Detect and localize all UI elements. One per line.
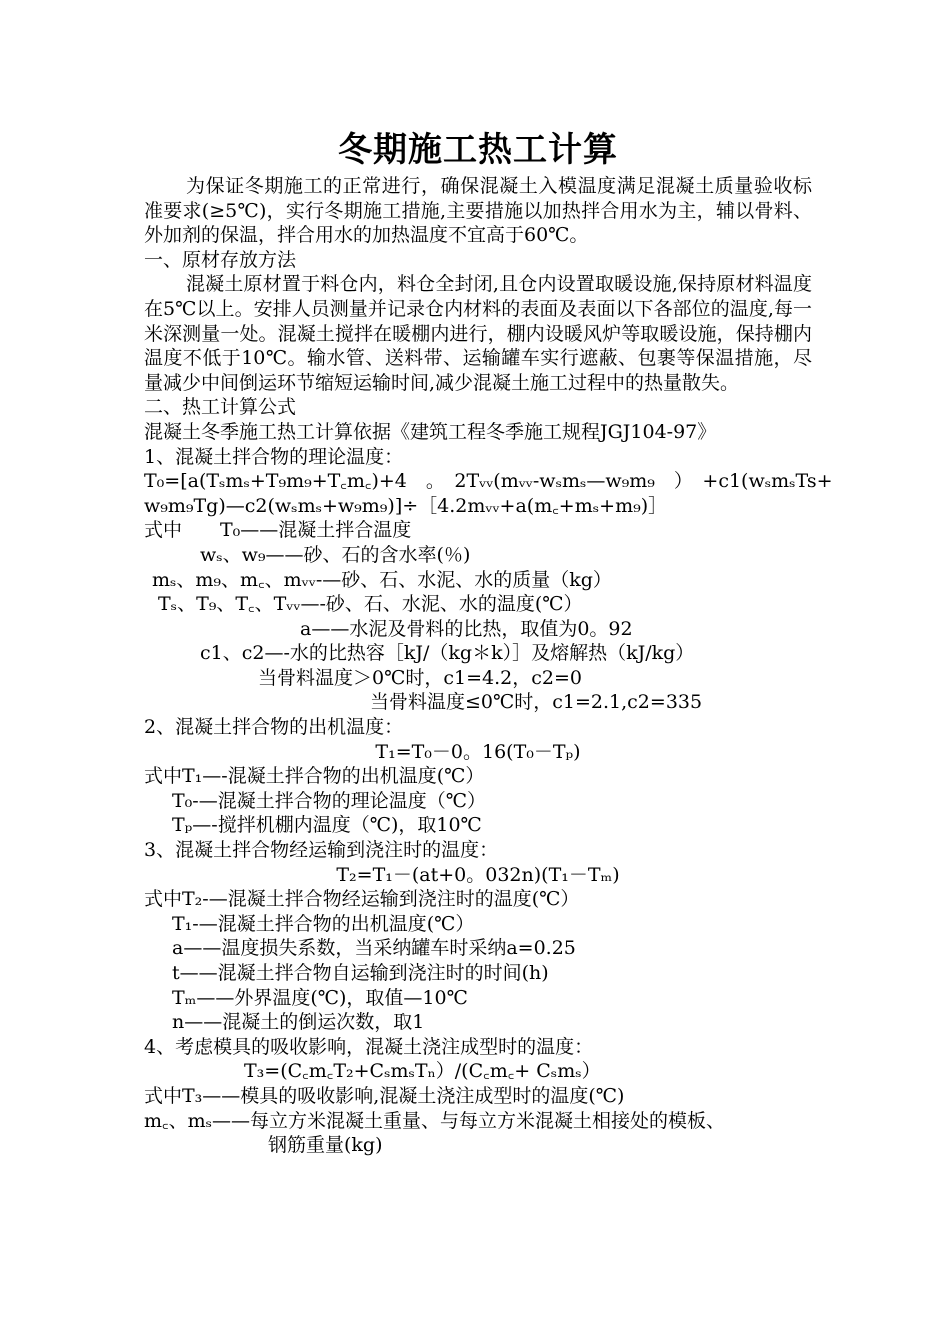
- document-title: 冬期施工热工计算: [338, 130, 618, 170]
- section2-basis: 混凝土冬季施工热工计算依据《建筑工程冬季施工规程JGJ104-97》: [144, 420, 717, 443]
- item1-def-w: wₛ、w₉——砂、石的含水率(％): [200, 543, 471, 566]
- item4-def-m-line1: m꜀、mₛ——每立方米混凝土重量、与每立方米混凝土相接处的模板、: [144, 1109, 726, 1132]
- item2-heading: 2、混凝土拌合物的出机温度：: [144, 716, 404, 739]
- item4-heading: 4、考虑模具的吸收影响，混凝土浇注成型时的温度：: [144, 1035, 594, 1058]
- item3-def-t1: T₁-—混凝土拌合物的出机温度(℃）: [172, 912, 475, 935]
- item1-def-m: mₛ、m₉、m꜀、mᵥᵥ-—砂、石、水泥、水的质量（kg）: [152, 568, 612, 591]
- item1-cond2: 当骨料温度≤0℃时，c1=2.1,c2=335: [370, 691, 703, 714]
- item4-def-t3: 式中T₃——模具的吸收影响,混凝土浇注成型时的温度(℃): [144, 1084, 625, 1107]
- item3-def-tm: Tₘ——外界温度(℃)，取值—10℃: [172, 986, 468, 1009]
- section1-body: 混凝土原材置于料仓内，料仓全封闭,且仓内设置取暖设施,保持原材料温度在5℃以上。安排人员测量并记录仓内材料的表面及表面以下各部位的温度,每一米深测量一处。混凝土搅拌在暖棚内进行，棚内设暖风炉等取暖设施，保持棚内温度不低于10℃。输水管、送料带、运输罐车实行遮蔽、包裹等保温措施，尽量减少中间倒运环节缩短运输时间,减少混凝土施工过程中的热量散失。: [144, 273, 812, 394]
- item1-cond1: 当骨料温度＞0℃时，c1=4.2，c2=0: [258, 666, 582, 689]
- item2-def-t1: 式中T₁—-混凝土拌合物的出机温度(℃）: [144, 765, 485, 788]
- item3-heading: 3、混凝土拌合物经运输到浇注时的温度：: [144, 839, 499, 862]
- item2-formula: T₁=T₀－0。16(T₀－Tₚ): [375, 740, 581, 763]
- item2-def-t0: T₀-—混凝土拌合物的理论温度（℃）: [172, 789, 486, 812]
- section2-heading: 二、热工计算公式: [144, 396, 297, 419]
- item1-def-c: c1、c2—-水的比热容［kJ/（kg＊k）］及熔解热（kJ/kg）: [200, 642, 695, 665]
- item1-def-t0: 式中 T₀——混凝土拌合温度: [144, 519, 412, 542]
- item4-def-m-line2: 钢筋重量(kg): [268, 1134, 383, 1157]
- item1-def-t: Tₛ、T₉、T꜀、Tᵥᵥ—-砂、石、水泥、水的温度(℃）: [158, 593, 583, 616]
- item2-def-tp: Tₚ—-搅拌机棚内温度（℃)，取10℃: [172, 814, 482, 837]
- item3-formula: T₂=T₁－(at+0。032n)(T₁－Tₘ): [336, 863, 620, 886]
- item1-formula-line1: T₀=[a(Tₛmₛ+T₉m₉+T꜀m꜀)+4 。 2Tᵥᵥ(mᵥᵥ-wₛmₛ—w₉m₉ ） +c1(wₛmₛTs+: [144, 470, 833, 493]
- item3-def-t: t——混凝土拌合物自运输到浇注时的时间(h): [172, 962, 549, 984]
- item3-def-t2: 式中T₂-—混凝土拌合物经运输到浇注时的温度(℃）: [144, 888, 580, 911]
- item1-heading: 1、混凝土拌合物的理论温度：: [144, 445, 404, 468]
- section1-heading: 一、原材存放方法: [144, 248, 297, 271]
- item3-def-a: a——温度损失系数，当采纳罐车时采纳a=0.25: [172, 937, 576, 960]
- document-page: [144, 128, 833, 1158]
- item4-formula: T₃=(C꜀m꜀T₂+CₛmₛTₙ）/(C꜀m꜀+ Cₛmₛ）: [244, 1060, 601, 1083]
- intro-paragraph: 为保证冬期施工的正常进行，确保混凝土入模温度满足混凝土质量验收标准要求(≥5℃)，实行冬期施工措施,主要措施以加热拌合用水为主，辅以骨料、外加剂的保温，拌合用水的加热温度不宜高于60℃。: [144, 175, 812, 247]
- item1-formula-line2: w₉m₉Tg)—c2(wₛmₛ+w₉m₉)]÷［4.2mᵥᵥ+a(m꜀+mₛ+m₉)］: [144, 494, 668, 517]
- item1-def-a: a——水泥及骨料的比热，取值为0。92: [300, 617, 633, 640]
- item3-def-n: n——混凝土的倒运次数，取1: [172, 1011, 425, 1034]
